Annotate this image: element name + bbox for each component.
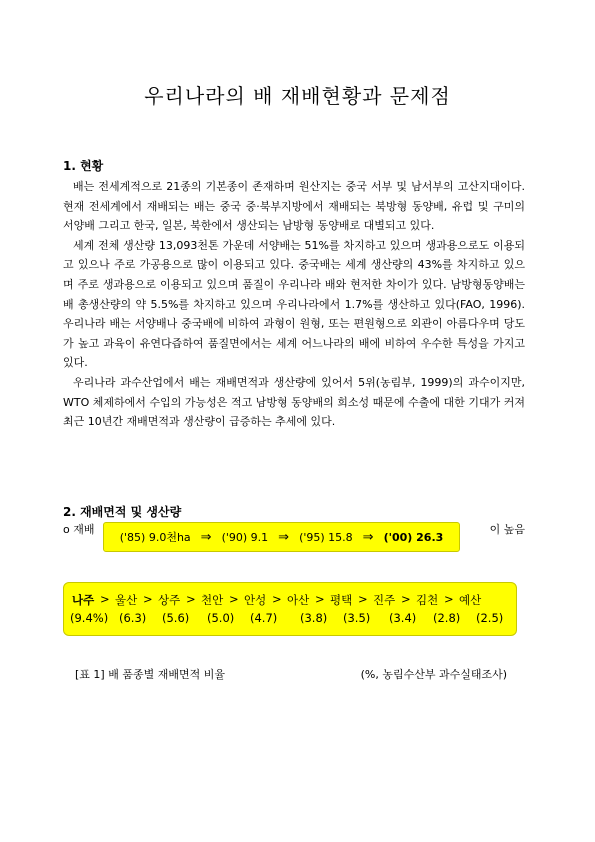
area-growth-highlight (103, 522, 460, 552)
region-share: (3.8) (300, 611, 328, 625)
arrow-right-icon: ⇒ (278, 529, 290, 545)
document-title: 우리나라의 배 재배현황과 문제점 (144, 84, 451, 108)
region-share: (3.5) (343, 611, 371, 625)
paragraph: 우리나라 과수산업에서 배는 재배면적과 생산량에 있어서 5위(농림부, 1999)의 과수이지만, WTO 체제하에서 수입의 가능성은 적고 남방형 동양배의 희소성 때문에 수출에 대한 기대가 커져 최근 10년간 재배면적과 생산량이 급증하는 추세에 있다. (63, 375, 525, 429)
growth-item: ('90) 9.1 (221, 530, 269, 544)
region-name: 울산 (115, 593, 138, 607)
region-share: (3.4) (389, 611, 417, 625)
section-heading-area-production: 2. 재배면적 및 생산량 (63, 505, 182, 519)
region-share: (5.6) (162, 611, 190, 625)
region-name: 진주 (373, 593, 396, 607)
rank-separator: > (401, 592, 411, 606)
growth-item: ('95) 15.8 (299, 530, 353, 544)
arrow-right-icon: ⇒ (200, 529, 212, 545)
bullet-prefix: o 재배 (63, 523, 95, 536)
section-body (63, 177, 525, 432)
region-ranking-highlight (63, 582, 517, 636)
bullet-suffix: 이 높음 (489, 523, 525, 536)
rank-separator: > (186, 592, 196, 606)
growth-item: ('85) 9.0천ha (119, 531, 191, 544)
region-share: (9.4%) (70, 611, 109, 625)
region-name: 예산 (459, 593, 482, 607)
region-share: (2.5) (476, 611, 504, 625)
region-name: 나주 (72, 593, 95, 607)
rank-separator: > (315, 592, 325, 606)
paragraph: 배는 전세계적으로 21종의 기본종이 존재하며 원산지는 중국 서부 및 남서부의 고산지대이다. 현재 전세계에서 재배되는 배는 중국 중·북부지방에서 재배되는 북방형 동양배, 유럽 및 구미의 서양배 그리고 한국, 일본, 북한에서 생산되는 남방형 동양배로 대별되고 있다. (63, 180, 525, 233)
table-source: (%, 농림수산부 과수실태조사) (360, 668, 507, 681)
rank-separator: > (143, 592, 153, 606)
rank-separator: > (229, 592, 239, 606)
table-caption: [표 1] 배 품종별 재배면적 비율 (75, 668, 225, 681)
region-name: 안성 (244, 593, 267, 607)
region-share: (2.8) (433, 611, 461, 625)
region-name: 아산 (287, 593, 310, 607)
region-name: 천안 (201, 593, 224, 607)
region-share: (4.7) (250, 611, 278, 625)
paragraph: 세계 전체 생산량 13,093천톤 가운데 서양배는 51%를 차지하고 있으며 생과용으로도 이용되고 있으나 주로 가공용으로 많이 이용되고 있다. 중국배는 세계 생산량의 43%를 차지하고 있으며 주로 생과용으로 이용되고 있으며 품질이 우리나라 배와 현저한 차이가 있다. 남방형동양배는 배 총생산량의 약 5.5%를 차지하고 있으며 우리나라에서 1.7%를 생산하고 있다(FAO, 1996). 우리나라 배는 서양배나 중국배에 비하여 과형이 원형, 또는 편원형으로 외관이 아름다우며 당도가 높고 과육이 유연다즙하여 품질면에서는 세계 어느나라의 배에 비하여 우수한 특성을 가지고 있다. (63, 238, 525, 370)
growth-item-latest: ('00) 26.3 (383, 530, 444, 544)
region-name: 김천 (416, 593, 439, 607)
rank-separator: > (358, 592, 368, 606)
region-share: (6.3) (119, 611, 147, 625)
region-name: 상주 (158, 593, 181, 607)
rank-separator: > (100, 592, 110, 606)
rank-separator: > (444, 592, 454, 606)
region-share: (5.0) (207, 611, 235, 625)
arrow-right-icon: ⇒ (362, 529, 374, 545)
region-name: 평택 (330, 593, 353, 607)
rank-separator: > (272, 592, 282, 606)
section-heading-status: 1. 현황 (63, 159, 104, 173)
